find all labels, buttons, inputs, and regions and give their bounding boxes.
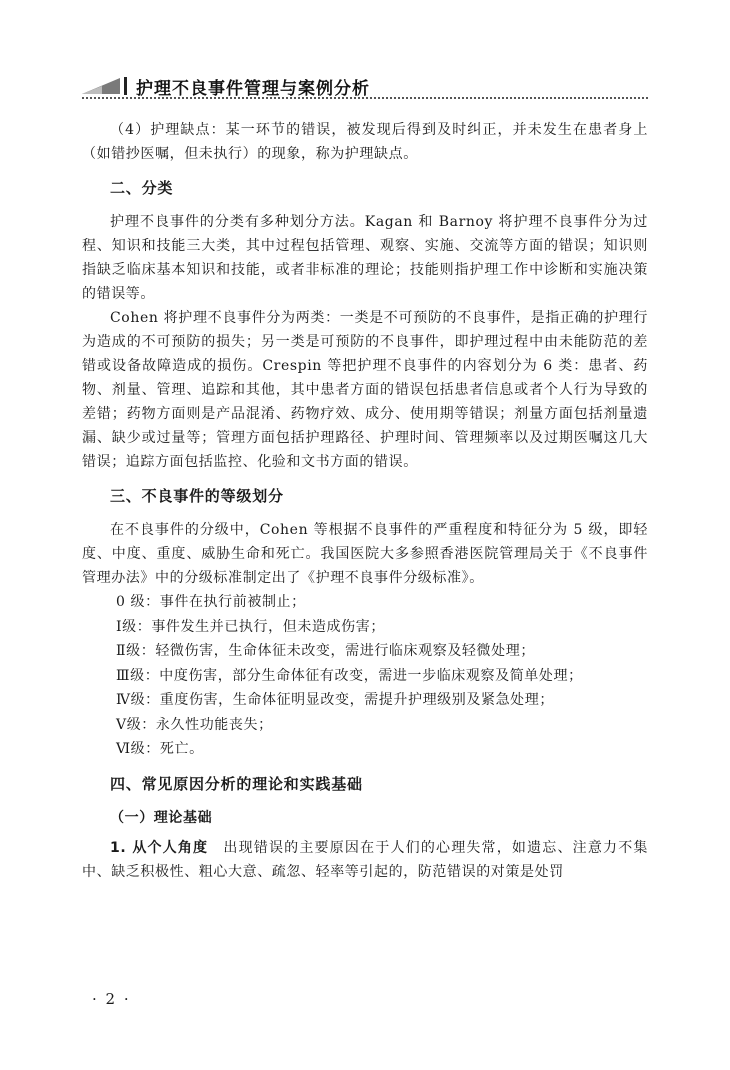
paragraph-individual-perspective — [82, 836, 648, 884]
level-item: Ⅰ级：事件发生并已执行，但未造成伤害； — [116, 618, 385, 635]
paragraph-body: 出现错误的主要原因在于人们的心理失常，如遗忘、注意力不集中、缺乏积极性、粗心大意、疏忽、轻率等引起的，防范错误的对策是处罚 — [82, 839, 649, 880]
section-heading-grading: 三、不良事件的等级划分 — [110, 487, 284, 505]
header-title: 护理不良事件管理与案例分析 — [136, 79, 370, 99]
header-rule — [82, 97, 648, 99]
paragraph-cohen-crespin: Cohen 将护理不良事件分为两类：一类是不可预防的不良事件，是指正确的护理行为造成的不可预防的损失；另一类是可预防的不良事件，即护理过程中由未能防范的差错或设备故障造成的损伤。Crespin 等把护理不良事件的内容划分为 6 类：患者、药物、剂量、管理、追踪和其他，其中患者方面的错误包括患者信息或者个人行为导致的差错；药物方面则是产品混淆、药物疗效、成分、使用期等错误；剂量方面包括剂量遗漏、缺少或过量等；管理方面包括护理路径、护理时间、管理频率以及过期医嘱这几大错误；追踪方面包括监控、化验和文书方面的错误。 — [82, 310, 648, 470]
paragraph-nursing-defect: （4）护理缺点：某一环节的错误，被发现后得到及时纠正，并未发生在患者身上（如错抄医嘱，但未执行）的现象，称为护理缺点。 — [82, 122, 648, 162]
header-decoration-icon — [82, 78, 120, 94]
level-item: Ⅵ级：死亡。 — [116, 741, 204, 757]
level-item: Ⅲ级：中度伤害，部分生命体征有改变，需进一步临床观察及简单处理； — [116, 667, 583, 684]
level-item: Ⅱ级：轻微伤害，生命体征未改变，需进行临床观察及轻微处理； — [116, 643, 535, 659]
main-content — [82, 118, 648, 884]
paragraph-lead-label: 1. 从个人角度 — [110, 839, 209, 856]
subsection-heading-theory: （一）理论基础 — [110, 809, 213, 826]
level-item: 0 级：事件在执行前被制止； — [116, 594, 306, 610]
page-number: · 2 · — [92, 990, 131, 1008]
header-bar — [124, 77, 127, 95]
section-heading-classification: 二、分类 — [110, 179, 174, 197]
level-item: Ⅳ级：重度伤害，生命体征明显改变，需提升护理级别及紧急处理； — [116, 692, 554, 708]
level-list — [82, 590, 648, 762]
paragraph-grading-intro: 在不良事件的分级中，Cohen 等根据不良事件的严重程度和特征分为 5 级，即轻度、中度、重度、威胁生命和死亡。我国医院大多参照香港医院管理局关于《不良事件管理办法》中的分级标准制定出了《护理不良事件分级标准》。 — [82, 522, 648, 586]
section-heading-causes: 四、常见原因分析的理论和实践基础 — [110, 774, 363, 793]
level-item: Ⅴ级：永久性功能丧失； — [116, 716, 273, 733]
paragraph-kagan-barnoy: 护理不良事件的分类有多种划分方法。Kagan 和 Barnoy 将护理不良事件分为过程、知识和技能三大类，其中过程包括管理、观察、实施、交流等方面的错误；知识则指缺乏临床基本知识和技能，或者非标准的理论；技能则指护理工作中诊断和实施决策的错误等。 — [82, 214, 648, 302]
running-header — [82, 70, 648, 100]
